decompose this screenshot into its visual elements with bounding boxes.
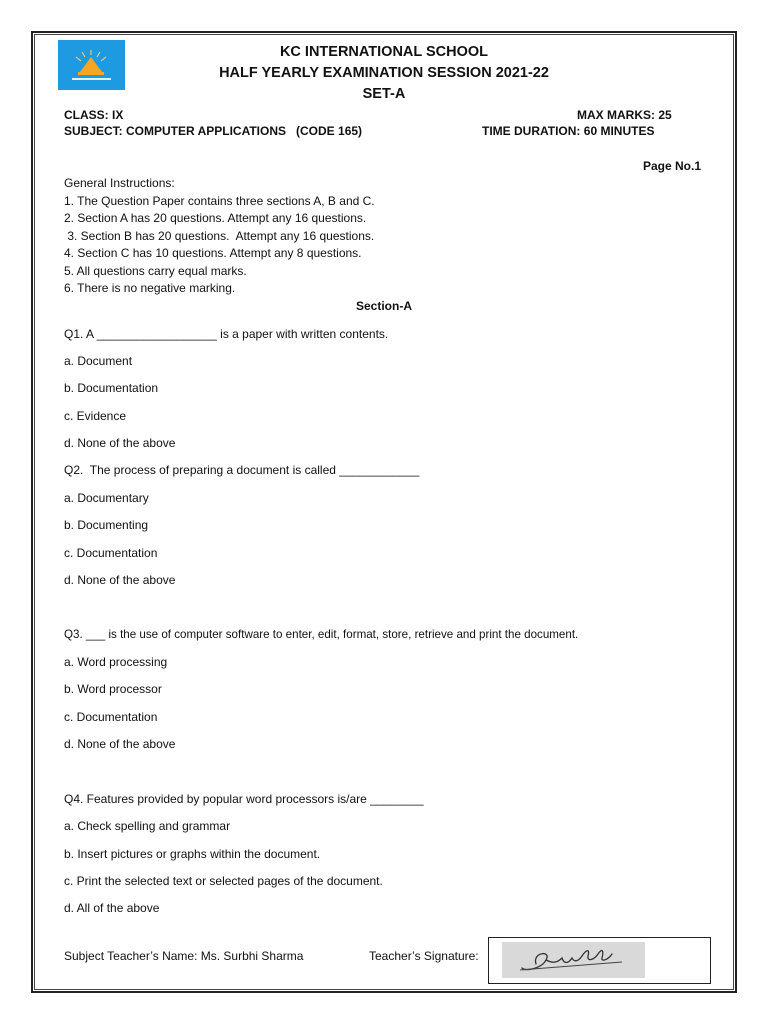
- option: b. Documentation: [64, 381, 159, 395]
- exam-title: HALF YEARLY EXAMINATION SESSION 2021-22: [219, 65, 549, 81]
- option: c. Print the selected text or selected pages of the document.: [64, 874, 383, 888]
- option: a. Document: [64, 354, 133, 368]
- option: d. None of the above: [64, 737, 176, 751]
- instruction-item: 4. Section C has 10 questions. Attempt any 8 questions.: [64, 246, 362, 260]
- time-duration: TIME DURATION: 60 MINUTES: [482, 124, 655, 138]
- instruction-item: 3. Section B has 20 questions. Attempt any 16 questions.: [64, 229, 375, 243]
- section-title: Section-A: [356, 299, 413, 313]
- school-name: KC INTERNATIONAL SCHOOL: [279, 44, 489, 60]
- option: a. Word processing: [64, 655, 168, 669]
- option: d. None of the above: [64, 436, 176, 450]
- option: b. Insert pictures or graphs within the document.: [64, 847, 321, 861]
- instruction-item: 2. Section A has 20 questions. Attempt any 16 questions.: [64, 211, 367, 225]
- option: c. Documentation: [64, 710, 158, 724]
- option: a. Check spelling and grammar: [64, 819, 231, 833]
- option: d. None of the above: [64, 573, 176, 587]
- instructions-title: General Instructions:: [64, 176, 175, 190]
- instruction-item: 5. All questions carry equal marks.: [64, 264, 247, 278]
- class-label: CLASS: IX: [64, 108, 124, 122]
- option: a. Documentary: [64, 491, 149, 505]
- question-text: Q3. ___ is the use of computer software to enter, edit, format, store, retrieve and print the document.: [64, 628, 579, 641]
- question-text: Q4. Features provided by popular word processors is/are ________: [64, 792, 424, 806]
- subject-label: SUBJECT: COMPUTER APPLICATIONS (CODE 165): [64, 124, 363, 138]
- teacher-name: Subject Teacher’s Name: Ms. Surbhi Sharma: [64, 949, 304, 963]
- option: b. Documenting: [64, 518, 149, 532]
- signature-image: [502, 942, 645, 978]
- option: b. Word processor: [64, 682, 162, 696]
- question-text: Q2. The process of preparing a document is called ____________: [64, 463, 420, 477]
- max-marks: MAX MARKS: 25: [577, 108, 672, 122]
- page-number: Page No.1: [643, 159, 702, 173]
- instruction-item: 6. There is no negative marking.: [64, 281, 236, 295]
- option: c. Evidence: [64, 409, 127, 423]
- option: c. Documentation: [64, 546, 158, 560]
- option: d. All of the above: [64, 901, 160, 915]
- set-label: SET-A: [362, 86, 406, 102]
- instruction-item: 1. The Question Paper contains three sections A, B and C.: [64, 194, 375, 208]
- signature-label: Teacher’s Signature:: [369, 949, 479, 963]
- question-text: Q1. A __________________ is a paper with written contents.: [64, 327, 389, 341]
